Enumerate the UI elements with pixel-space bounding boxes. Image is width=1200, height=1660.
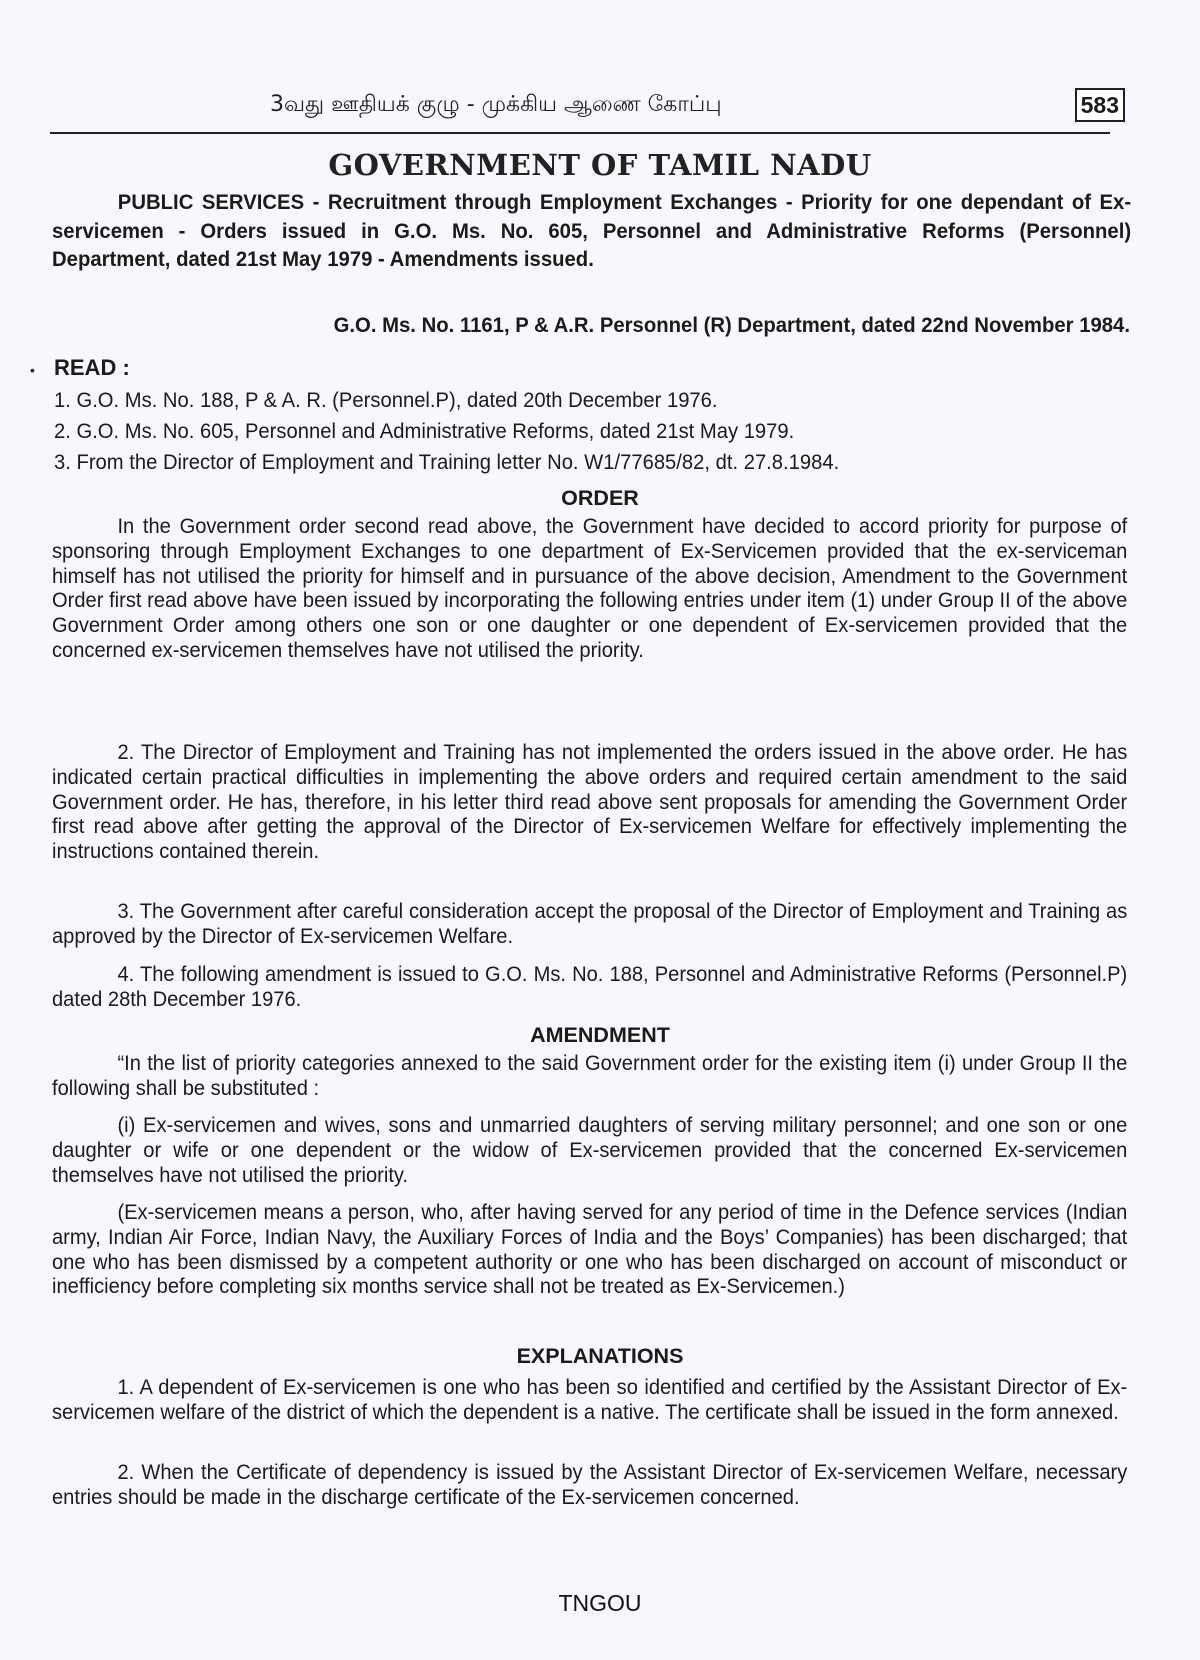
order-paragraph-2: 2. The Director of Employment and Training has not implemented the orders issued in the above order. He has indicated certain practical difficulties in implementing the above orders and required certain amendment to the said Government order. He has, therefore, in his letter third read above sent proposals for amending the Government Order first read above after getting the approval of the Director of Ex-servicemen Welfare for effectively implementing the instructions contained therein.: [52, 740, 1128, 864]
explanation-paragraph-1: 1. A dependent of Ex-servicemen is one who has been so identified and certified by the Assistant Director of Ex-servicemen welfare of the district of which the dependent is a native. The certificate shall be issued in the form annexed.: [52, 1375, 1128, 1424]
page-number: 583: [1075, 88, 1125, 122]
order-paragraph-4: 4. The following amendment is issued to G.O. Ms. No. 188, Personnel and Administrative Reforms (Personnel.P) dated 28th December 1976.: [52, 962, 1128, 1011]
document-title: GOVERNMENT OF TAMIL NADU: [328, 148, 872, 182]
explanation-paragraph-2: 2. When the Certificate of dependency is issued by the Assistant Director of Ex-servicemen Welfare, necessary entries should be made in the discharge certificate of the Ex-servicemen concerned.: [52, 1460, 1128, 1509]
amendment-section-2: [52, 1113, 1130, 1187]
read-item: 3. From the Director of Employment and Training letter No. W1/77685/82, dt. 27.8.1984.: [54, 450, 840, 474]
amendment-paragraph-3: (Ex-servicemen means a person, who, after having served for any period of time in the Defence services (Indian army, Indian Air Force, Indian Navy, the Auxiliary Forces of India and the Boys’ Companies) has been discharged; that one who has been dismissed by a competent authority or one who has been discharged on account of misconduct or inefficiency before completing six months service shall not be treated as Ex-Servicemen.): [52, 1200, 1128, 1299]
amendment-paragraph-1: “In the list of priority categories annexed to the said Government order for the existing item (i) under Group II the following shall be substituted :: [52, 1051, 1128, 1100]
footer-watermark: TNGOU: [558, 1590, 642, 1616]
running-title: 3வது ஊதியக் குழு - முக்கிய ஆணை கோப்பு: [270, 92, 722, 117]
order-section: [52, 514, 1130, 663]
order-paragraph-1: In the Government order second read above, the Government have decided to accord priority for purpose of sponsoring through Employment Exchanges to one department of Ex-Servicemen provided that the ex-serviceman himself has not utilised the priority for himself and in pursuance of the above decision, Amendment to the Government Order first read above have been issued by incorporating the following entries under item (1) under Group II of the above Government Order among others one son or one daughter or one dependent of Ex-servicemen provided that the concerned ex-servicemen themselves have not utilised the priority.: [52, 514, 1128, 662]
read-heading: READ :: [54, 355, 130, 380]
order-section-3: [52, 899, 1130, 949]
amendment-section: [52, 1051, 1130, 1101]
order-heading: ORDER: [561, 486, 639, 510]
explanations-heading: EXPLANATIONS: [516, 1344, 684, 1368]
amendment-section-3: [52, 1200, 1130, 1299]
header-rule: [50, 132, 1110, 134]
amendment-heading: AMENDMENT: [530, 1023, 670, 1047]
amendment-paragraph-2: (i) Ex-servicemen and wives, sons and unmarried daughters of serving military personnel; and one son or one daughter or wife or one dependent or the widow of Ex-servicemen provided that the concerned Ex-servicemen themselves have not utilised the priority.: [52, 1113, 1128, 1187]
explanations-section-2: [52, 1460, 1130, 1510]
margin-dot: •: [30, 362, 35, 378]
read-item: 2. G.O. Ms. No. 605, Personnel and Administrative Reforms, dated 21st May 1979.: [54, 419, 795, 443]
read-list: [54, 385, 1126, 478]
order-paragraph-3: 3. The Government after careful consideration accept the proposal of the Director of Employment and Training as approved by the Director of Ex-servicemen Welfare.: [52, 899, 1128, 948]
read-item: 1. G.O. Ms. No. 188, P & A. R. (Personnel.P), dated 20th December 1976.: [54, 388, 718, 412]
order-section-4: [52, 962, 1130, 1012]
running-header: [50, 88, 1125, 136]
order-section-2: [52, 740, 1130, 864]
subject-line: PUBLIC SERVICES - Recruitment through Employment Exchanges - Priority for one dependant of Ex-servicemen - Orders issued in G.O. Ms. No. 605, Personnel and Administrative Reforms (Personnel) Department, dated 21st May 1979 - Amendments issued.: [52, 189, 1132, 271]
explanations-section: [52, 1375, 1130, 1425]
go-reference: G.O. Ms. No. 1161, P & A.R. Personnel (R) Department, dated 22nd November 1984.: [333, 312, 1130, 337]
